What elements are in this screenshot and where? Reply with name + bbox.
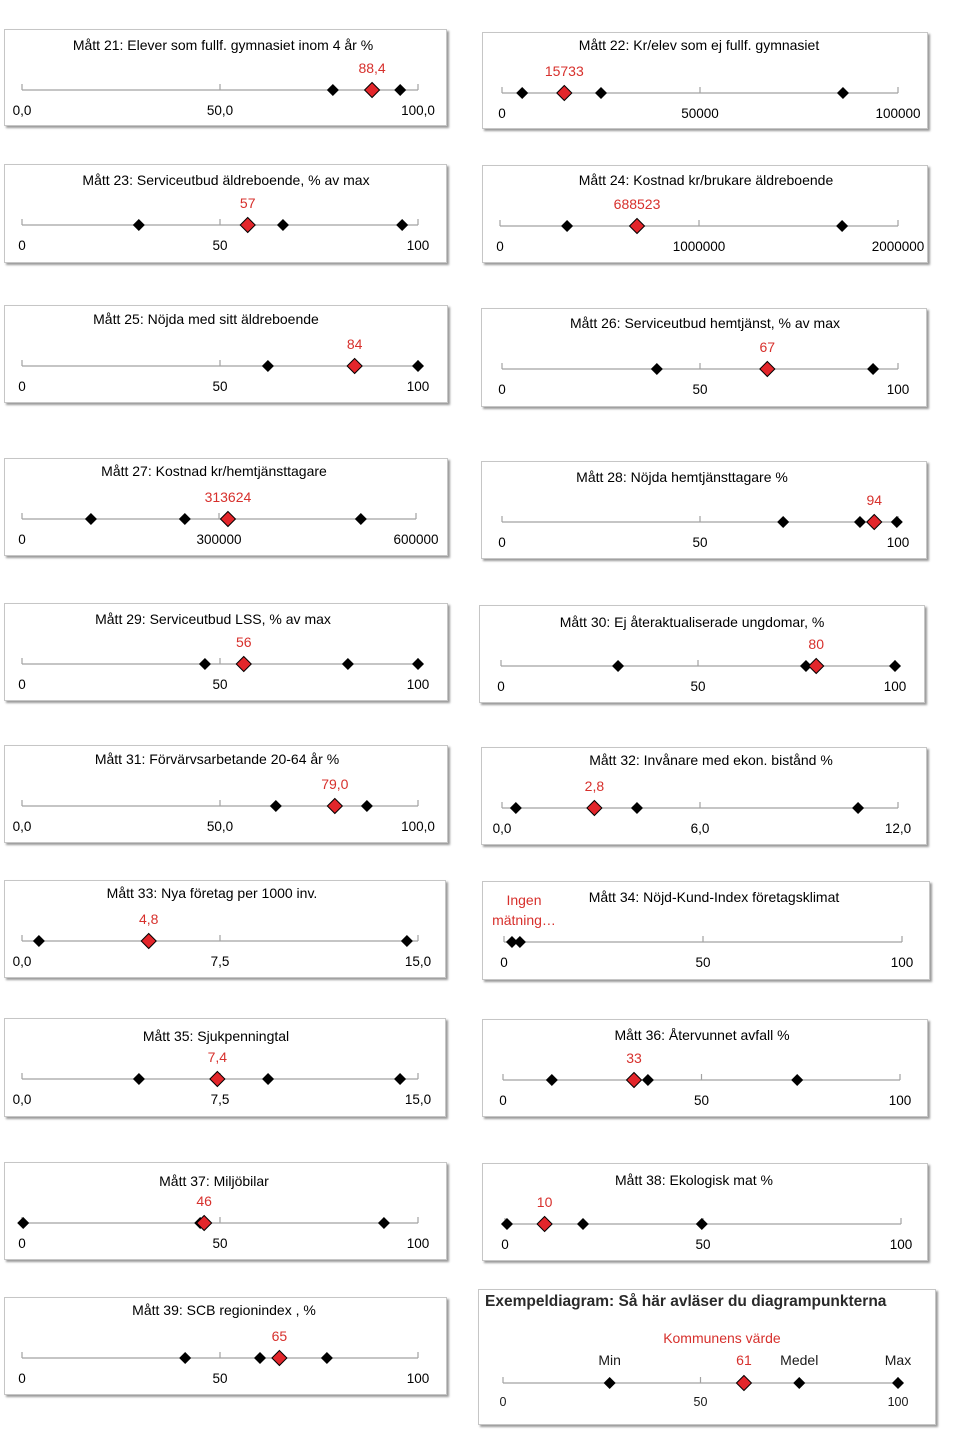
value-label: 88,4: [358, 60, 386, 76]
dot-plot: [482, 1163, 928, 1261]
reference-marker: [394, 1073, 406, 1085]
chart-panel: [482, 1163, 928, 1261]
reference-marker: [262, 1073, 274, 1085]
municipality-marker: [557, 86, 572, 101]
reference-marker: [277, 219, 289, 231]
municipality-marker: [141, 934, 156, 949]
reference-marker: [378, 1217, 390, 1229]
chart-panel: [481, 461, 927, 559]
example-title: Exempeldiagram: Så här avläser du diagrampunkterna: [485, 1293, 887, 1310]
tick-label: 100000: [875, 106, 921, 121]
tick-label: 6,0: [690, 821, 710, 836]
municipality-marker: [220, 512, 235, 527]
tick-label: 50: [212, 238, 228, 253]
value-label: 4,8: [138, 911, 159, 927]
tick-label: 100: [887, 1395, 909, 1409]
dot-plot: [481, 461, 927, 559]
chart-panel: [4, 603, 448, 701]
reference-marker: [133, 1073, 145, 1085]
chart-title: Mått 34: Nöjd-Kund-Index företagsklimat: [588, 889, 840, 905]
tick-label: 0,0: [12, 954, 32, 969]
dot-plot: [482, 32, 928, 129]
reference-marker: [854, 516, 866, 528]
municipality-marker: [240, 218, 255, 233]
tick-label: 0,0: [12, 1092, 32, 1107]
municipality-marker: [760, 362, 775, 377]
value-label: 56: [235, 634, 252, 650]
municipality-marker: [630, 219, 645, 234]
value-label: 33: [626, 1050, 642, 1066]
tick-label: 2000000: [871, 239, 925, 254]
tick-label: 100: [406, 238, 430, 253]
tick-label: 100: [886, 535, 910, 550]
tick-label: 50: [212, 379, 228, 394]
tick-label: 0,0: [492, 821, 512, 836]
tick-label: 0: [499, 1395, 507, 1409]
tick-label: 50: [692, 382, 708, 397]
tick-label: 600000: [393, 532, 439, 547]
reference-marker: [631, 802, 643, 814]
reference-marker: [777, 516, 789, 528]
reference-marker: [604, 1377, 616, 1389]
reference-marker: [412, 360, 424, 372]
dot-plot: [4, 164, 447, 263]
chart-panel: [482, 165, 928, 263]
value-label: 80: [808, 636, 824, 652]
tick-label: 0: [496, 239, 504, 254]
reference-marker: [642, 1074, 654, 1086]
reference-marker: [791, 1074, 803, 1086]
chart-panel: [4, 1297, 447, 1395]
chart-title: Mått 28: Nöjda hemtjänsttagare %: [576, 469, 788, 485]
municipality-marker: [347, 359, 362, 374]
chart-title: Mått 25: Nöjda med sitt äldreboende: [93, 311, 319, 327]
reference-marker: [514, 936, 526, 948]
reference-marker: [516, 87, 528, 99]
tick-label: 0: [18, 677, 26, 692]
reference-marker: [262, 360, 274, 372]
reference-marker: [651, 363, 663, 375]
dot-plot: [4, 1162, 447, 1260]
tick-label: 50: [212, 677, 228, 692]
tick-label: 50: [212, 1236, 228, 1251]
reference-marker: [612, 660, 624, 672]
tick-label: 0: [497, 679, 505, 694]
tick-label: 100: [406, 379, 430, 394]
tick-label: 0: [18, 532, 26, 547]
tick-label: 100: [888, 1093, 912, 1108]
tick-label: 50: [690, 679, 706, 694]
value-label: 65: [271, 1328, 288, 1344]
reference-marker: [179, 513, 191, 525]
value-label: 10: [536, 1194, 553, 1210]
chart-title: Mått 27: Kostnad kr/hemtjänsttagare: [101, 463, 327, 479]
tick-label: 50: [212, 1371, 228, 1386]
chart-panel: [481, 308, 927, 407]
reference-marker: [510, 802, 522, 814]
tick-label: 15,0: [404, 1092, 432, 1107]
municipality-marker: [587, 801, 602, 816]
tick-label: 0,0: [12, 103, 32, 118]
reference-marker: [501, 1218, 513, 1230]
reference-marker: [546, 1074, 558, 1086]
chart-title: Mått 29: Serviceutbud LSS, % av max: [95, 611, 331, 627]
chart-panel: [4, 164, 447, 263]
dot-plot: [4, 603, 448, 701]
reference-marker: [355, 513, 367, 525]
no-measurement-note: Ingen: [506, 892, 542, 908]
tick-label: 100: [890, 955, 914, 970]
dot-plot: [482, 165, 928, 263]
value-label: 94: [866, 492, 883, 508]
tick-label: 0: [498, 535, 506, 550]
municipality-marker: [272, 1351, 287, 1366]
tick-label: 50: [693, 1395, 708, 1409]
dot-plot: [4, 305, 448, 403]
municipality-caption: Kommunens värde: [663, 1330, 781, 1346]
value-label: 15733: [544, 63, 584, 79]
chart-panel: [481, 747, 927, 845]
municipality-marker: [627, 1073, 642, 1088]
chart-panel: [4, 458, 448, 556]
value-label: 46: [196, 1193, 212, 1209]
reference-marker: [133, 219, 145, 231]
municipality-marker: [365, 83, 380, 98]
tick-label: 7,5: [210, 954, 230, 969]
reference-marker: [889, 660, 901, 672]
tick-label: 50,0: [206, 819, 234, 834]
municipality-marker: [236, 657, 251, 672]
value-label: 67: [759, 339, 776, 355]
tick-label: 0: [18, 1371, 26, 1386]
value-label: 57: [239, 195, 256, 211]
tick-label: 50000: [681, 106, 719, 121]
value-label: 79,0: [321, 776, 349, 792]
chart-title: Mått 22: Kr/elev som ej fullf. gymnasiet: [578, 37, 820, 53]
tick-label: 300000: [196, 532, 242, 547]
reference-marker: [33, 935, 45, 947]
chart-panel: [482, 881, 930, 980]
reference-marker: [401, 935, 413, 947]
tick-label: 0: [18, 1236, 26, 1251]
tick-label: 0: [18, 238, 26, 253]
dot-plot: [4, 1297, 447, 1395]
municipality-marker: [210, 1072, 225, 1087]
municipality-marker: [736, 1376, 751, 1391]
example-dot-plot: [478, 1289, 936, 1425]
reference-marker: [852, 802, 864, 814]
tick-label: 50: [692, 535, 708, 550]
marker-name-label: Min: [598, 1352, 621, 1368]
municipality-marker: [809, 659, 824, 674]
reference-marker: [85, 513, 97, 525]
tick-label: 0: [499, 1093, 507, 1108]
tick-label: 0: [500, 955, 508, 970]
reference-marker: [361, 800, 373, 812]
tick-label: 100: [883, 679, 907, 694]
reference-marker: [892, 1377, 904, 1389]
value-label: 84: [346, 336, 363, 352]
reference-marker: [327, 84, 339, 96]
chart-title: Mått 38: Ekologisk mat %: [615, 1172, 773, 1188]
value-label: 2,8: [584, 778, 605, 794]
chart-panel: [4, 29, 447, 126]
reference-marker: [342, 658, 354, 670]
marker-name-label: Medel: [780, 1352, 819, 1368]
chart-panel: [4, 1018, 446, 1117]
dot-plot: [4, 29, 447, 126]
chart-panel: [4, 305, 448, 403]
reference-marker: [561, 220, 573, 232]
tick-label: 12,0: [884, 821, 912, 836]
reference-marker: [412, 658, 424, 670]
reference-marker: [595, 87, 607, 99]
tick-label: 100: [886, 382, 910, 397]
reference-marker: [396, 219, 408, 231]
dot-plot: [4, 458, 448, 556]
reference-marker: [793, 1377, 805, 1389]
dot-plot: [4, 745, 448, 843]
chart-title: Mått 31: Förvärvsarbetande 20-64 år %: [94, 751, 340, 767]
reference-marker: [867, 363, 879, 375]
tick-label: 50: [695, 955, 711, 970]
municipality-marker: [327, 799, 342, 814]
tick-label: 100: [406, 1371, 430, 1386]
reference-marker: [254, 1352, 266, 1364]
reference-marker: [837, 87, 849, 99]
chart-panel: [479, 605, 925, 703]
reference-marker: [394, 84, 406, 96]
reference-marker: [891, 516, 903, 528]
chart-panel: [482, 32, 928, 129]
chart-title: Mått 23: Serviceutbud äldreboende, % av max: [82, 172, 370, 188]
municipality-marker: [867, 515, 882, 530]
tick-label: 15,0: [404, 954, 432, 969]
tick-label: 100: [406, 1236, 430, 1251]
reference-marker: [696, 1218, 708, 1230]
chart-title: Mått 39: SCB regionindex , %: [132, 1302, 316, 1318]
chart-title: Mått 26: Serviceutbud hemtjänst, % av max: [569, 315, 841, 331]
dot-plot: [479, 605, 925, 703]
reference-marker: [199, 658, 211, 670]
tick-label: 7,5: [210, 1092, 230, 1107]
dot-plot: [4, 1018, 446, 1117]
dot-plot: [482, 881, 930, 980]
chart-panel: [4, 1162, 447, 1260]
dot-plot: [481, 308, 927, 407]
reference-marker: [17, 1217, 29, 1229]
chart-title: Mått 36: Återvunnet avfall %: [614, 1027, 790, 1043]
reference-marker: [179, 1352, 191, 1364]
dot-plot: [482, 1019, 928, 1117]
chart-title: Mått 33: Nya företag per 1000 inv.: [106, 885, 318, 901]
tick-label: 0: [498, 382, 506, 397]
chart-title: Mått 35: Sjukpenningtal: [142, 1028, 290, 1044]
chart-title: Mått 30: Ej återaktualiserade ungdomar, %: [559, 614, 825, 630]
chart-title: Mått 32: Invånare med ekon. bistånd %: [589, 752, 833, 768]
tick-label: 50: [695, 1237, 711, 1252]
tick-label: 100,0: [401, 103, 435, 118]
chart-title: Mått 37: Miljöbilar: [159, 1173, 269, 1189]
value-label: 688523: [613, 196, 661, 212]
tick-label: 0,0: [12, 819, 32, 834]
value-label: 7,4: [207, 1049, 228, 1065]
chart-panel: [482, 1019, 928, 1117]
municipality-marker: [537, 1217, 552, 1232]
tick-label: 50: [693, 1093, 710, 1108]
tick-label: 0: [501, 1237, 509, 1252]
reference-marker: [836, 220, 848, 232]
tick-label: 0: [498, 106, 506, 121]
marker-name-label: Max: [884, 1352, 912, 1368]
example-diagram-panel: [478, 1289, 936, 1425]
tick-label: 1000000: [672, 239, 726, 254]
tick-label: 100: [889, 1237, 913, 1252]
tick-label: 100,0: [401, 819, 435, 834]
chart-title: Mått 21: Elever som fullf. gymnasiet inom 4 år %: [72, 37, 374, 53]
municipality-marker: [197, 1216, 212, 1231]
tick-label: 50,0: [206, 103, 234, 118]
value-label: 61: [736, 1352, 752, 1368]
dot-plot: [481, 747, 927, 845]
reference-marker: [321, 1352, 333, 1364]
dot-plot: [4, 880, 446, 978]
value-label: 313624: [204, 489, 252, 505]
chart-title: Mått 24: Kostnad kr/brukare äldreboende: [578, 172, 834, 188]
reference-marker: [577, 1218, 589, 1230]
no-measurement-note: mätning…: [492, 912, 556, 928]
tick-label: 100: [406, 677, 430, 692]
chart-panel: [4, 745, 448, 843]
reference-marker: [270, 800, 282, 812]
chart-panel: [4, 880, 446, 978]
tick-label: 0: [18, 379, 26, 394]
